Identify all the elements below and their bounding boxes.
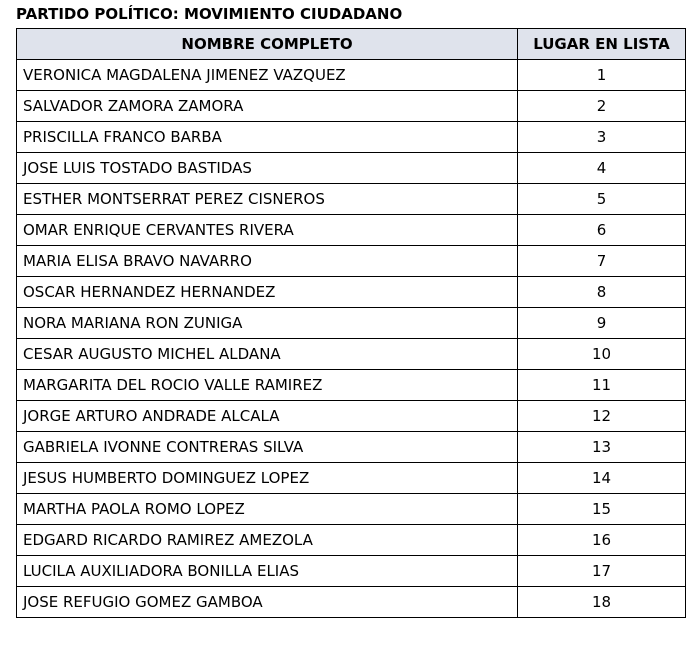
candidate-name: JESUS HUMBERTO DOMINGUEZ LOPEZ xyxy=(17,463,518,494)
table-row xyxy=(17,339,686,370)
table-row xyxy=(17,91,686,122)
table-row xyxy=(17,277,686,308)
table-row xyxy=(17,432,686,463)
candidate-name: ESTHER MONTSERRAT PEREZ CISNEROS xyxy=(17,184,518,215)
candidate-list-table xyxy=(16,28,686,618)
table-row xyxy=(17,246,686,277)
table-row xyxy=(17,370,686,401)
list-position: 9 xyxy=(518,308,686,339)
list-position: 11 xyxy=(518,370,686,401)
candidate-name: PRISCILLA FRANCO BARBA xyxy=(17,122,518,153)
candidate-name: SALVADOR ZAMORA ZAMORA xyxy=(17,91,518,122)
candidate-name: VERONICA MAGDALENA JIMENEZ VAZQUEZ xyxy=(17,60,518,91)
table-body xyxy=(17,60,686,618)
candidate-name: JOSE REFUGIO GOMEZ GAMBOA xyxy=(17,587,518,618)
list-position: 13 xyxy=(518,432,686,463)
list-position: 15 xyxy=(518,494,686,525)
table-row xyxy=(17,525,686,556)
candidate-name: MARTHA PAOLA ROMO LOPEZ xyxy=(17,494,518,525)
list-position: 17 xyxy=(518,556,686,587)
candidate-name: NORA MARIANA RON ZUNIGA xyxy=(17,308,518,339)
list-position: 6 xyxy=(518,215,686,246)
candidate-name: JOSE LUIS TOSTADO BASTIDAS xyxy=(17,153,518,184)
table-row xyxy=(17,153,686,184)
party-title: PARTIDO POLÍTICO: MOVIMIENTO CIUDADANO xyxy=(16,5,403,23)
table-row xyxy=(17,401,686,432)
table-row xyxy=(17,494,686,525)
list-position: 10 xyxy=(518,339,686,370)
list-position: 3 xyxy=(518,122,686,153)
table-row xyxy=(17,215,686,246)
candidate-name: JORGE ARTURO ANDRADE ALCALA xyxy=(17,401,518,432)
table-row xyxy=(17,60,686,91)
list-position: 2 xyxy=(518,91,686,122)
list-position: 8 xyxy=(518,277,686,308)
table-header-row xyxy=(17,29,686,60)
list-position: 1 xyxy=(518,60,686,91)
header-full-name: NOMBRE COMPLETO xyxy=(17,29,518,60)
table-row xyxy=(17,587,686,618)
list-position: 18 xyxy=(518,587,686,618)
list-position: 4 xyxy=(518,153,686,184)
list-position: 16 xyxy=(518,525,686,556)
table-row xyxy=(17,122,686,153)
candidate-name: MARGARITA DEL ROCIO VALLE RAMIREZ xyxy=(17,370,518,401)
table-row xyxy=(17,184,686,215)
candidate-name: EDGARD RICARDO RAMIREZ AMEZOLA xyxy=(17,525,518,556)
list-position: 14 xyxy=(518,463,686,494)
list-position: 5 xyxy=(518,184,686,215)
list-position: 7 xyxy=(518,246,686,277)
candidate-name: MARIA ELISA BRAVO NAVARRO xyxy=(17,246,518,277)
candidate-name: OSCAR HERNANDEZ HERNANDEZ xyxy=(17,277,518,308)
table-row xyxy=(17,556,686,587)
candidate-name: LUCILA AUXILIADORA BONILLA ELIAS xyxy=(17,556,518,587)
table-row xyxy=(17,308,686,339)
candidate-name: GABRIELA IVONNE CONTRERAS SILVA xyxy=(17,432,518,463)
list-position: 12 xyxy=(518,401,686,432)
candidate-name: CESAR AUGUSTO MICHEL ALDANA xyxy=(17,339,518,370)
candidate-name: OMAR ENRIQUE CERVANTES RIVERA xyxy=(17,215,518,246)
table-row xyxy=(17,463,686,494)
header-list-position: LUGAR EN LISTA xyxy=(518,29,686,60)
